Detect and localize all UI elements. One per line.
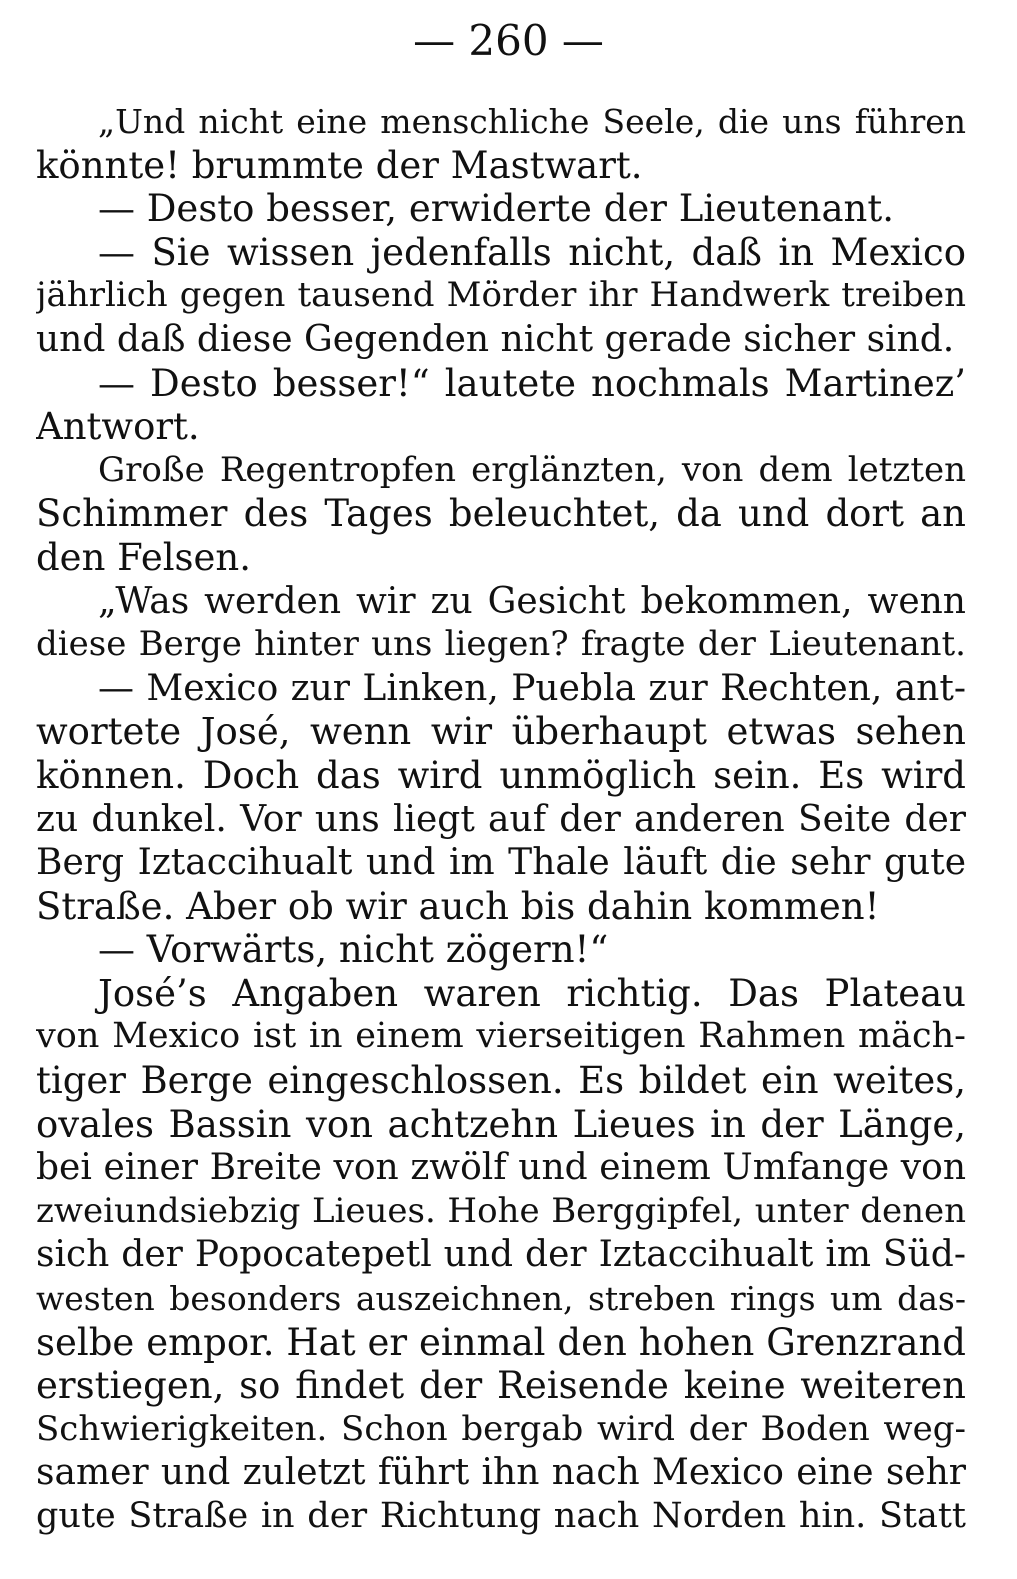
text-line: sich der Popocatepetl und der Iztaccihualt im Süd- — [36, 1234, 966, 1276]
text-line: zu dunkel. Vor uns liegt auf der anderen Seite der — [36, 798, 966, 840]
text-line: gute Straße in der Richtung nach Norden hin. Statt — [36, 1496, 966, 1536]
text-line: diese Berge hinter uns liegen? fragte der Lieutenant. — [36, 624, 966, 665]
text-line: — Desto besser, erwiderte der Lieutenant. — [98, 187, 894, 231]
text-line: Antwort. — [36, 405, 200, 449]
text-line: und daß diese Gegenden nicht gerade sicher sind. — [36, 318, 955, 360]
text-line: samer und zuletzt führt ihn nach Mexico eine sehr — [36, 1452, 966, 1494]
text-line: José’s Angaben waren richtig. Das Plateau — [98, 971, 966, 1015]
text-line: zweiundsiebzig Lieues. Hohe Berggipfel, unter denen — [36, 1190, 966, 1231]
text-line: könnte! brummte der Mastwart. — [36, 143, 643, 187]
text-line: Berg Iztaccihualt und im Thale läuft die sehr gute — [36, 842, 966, 884]
text-line: — Mexico zur Linken, Puebla zur Rechten, ant- — [98, 667, 966, 709]
text-line: bei einer Breite von zwölf und einem Umfange von — [36, 1147, 966, 1189]
text-line: tiger Berge eingeschlossen. Es bildet ein weites, — [36, 1059, 966, 1103]
text-line: wortete José, wenn wir überhaupt etwas sehen — [36, 710, 966, 754]
text-line: — Vorwärts, nicht zögern!“ — [98, 928, 609, 972]
text-line: Schwierigkeiten. Schon bergab wird der Boden weg- — [36, 1408, 966, 1449]
text-line: ovales Bassin von achtzehn Lieues in der Länge, — [36, 1102, 966, 1146]
text-line: westen besonders auszeichnen, streben rings um das- — [36, 1279, 966, 1319]
text-line: — Sie wissen jedenfalls nicht, daß in Mexico — [98, 230, 966, 274]
page-number: — 260 — — [413, 16, 604, 65]
text-line: Straße. Aber ob wir auch bis dahin kommen! — [36, 884, 880, 928]
text-line: „Und nicht eine menschliche Seele, die uns führen — [98, 102, 966, 141]
text-line: selbe empor. Hat er einmal den hohen Grenzrand — [36, 1320, 966, 1364]
text-line: — Desto besser!“ lautete nochmals Martinez’ — [98, 361, 966, 405]
text-line: Schimmer des Tages beleuchtet, da und dort an — [36, 492, 966, 536]
text-line: erstiegen, so findet der Reisende keine weiteren — [36, 1364, 966, 1408]
text-line: können. Doch das wird unmöglich sein. Es wird — [36, 753, 966, 797]
body-text — [36, 100, 966, 1539]
text-line: „Was werden wir zu Gesicht bekommen, wenn — [98, 580, 966, 622]
text-line: den Felsen. — [36, 535, 252, 579]
text-line: jährlich gegen tausend Mörder ihr Handwerk treiben — [36, 275, 966, 316]
text-line: von Mexico ist in einem vierseitigen Rahmen mäch- — [36, 1016, 966, 1057]
text-line: Große Regentropfen erglänzten, von dem letzten — [98, 449, 966, 490]
